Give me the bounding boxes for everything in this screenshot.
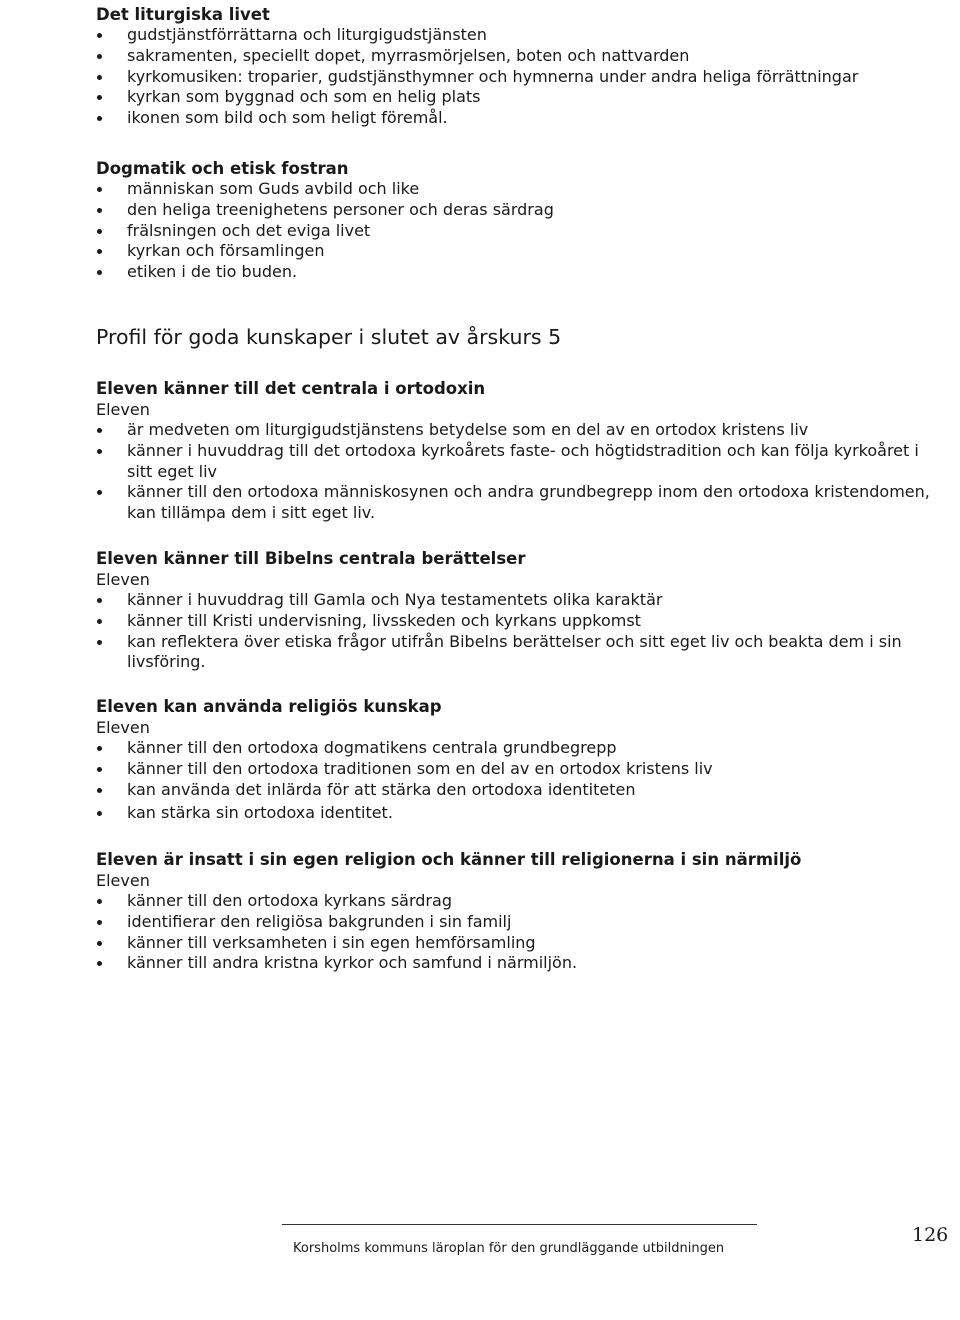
bullet-list [96,590,936,673]
list-item: frälsningen och det eviga livet [96,221,936,242]
section-lead: Eleven [96,871,150,890]
section-heading: Det liturgiska livet [96,5,270,24]
list-item: känner till den ortodoxa människosynen och andra grundbegrepp inom den ortodoxa kristendomen, kan tillämpa dem i sitt eget liv. [96,482,936,524]
list-item: den heliga treenighetens personer och deras särdrag [96,200,936,221]
footer-divider [282,1224,757,1225]
list-item: kyrkan som byggnad och som en helig plats [96,87,936,108]
list-item: kan använda det inlärda för att stärka den ortodoxa identiteten [96,780,936,801]
list-item: känner till andra kristna kyrkor och samfund i närmiljön. [96,953,936,974]
list-item: kyrkan och församlingen [96,241,936,262]
page-number: 126 [912,1224,949,1246]
list-item: känner i huvuddrag till Gamla och Nya testamentets olika karaktär [96,590,936,611]
list-item: kyrkomusiken: troparier, gudstjänsthymner och hymnerna under andra heliga förrättningar [96,67,936,88]
list-item: ikonen som bild och som heligt föremål. [96,108,936,129]
list-item: identifierar den religiösa bakgrunden i sin familj [96,912,936,933]
section-lead: Eleven [96,400,150,419]
section-heading: Dogmatik och etisk fostran [96,159,349,178]
section-lead: Eleven [96,718,150,737]
profile-section-orthodoxy [96,378,936,524]
footer-text: Korsholms kommuns läroplan för den grundläggande utbildningen [293,1241,725,1256]
list-item: känner till verksamheten i sin egen hemförsamling [96,933,936,954]
section-heading: Eleven är insatt i sin egen religion och känner till religionerna i sin närmiljö [96,850,802,869]
section-dogmatics [96,158,936,283]
list-item: känner till den ortodoxa dogmatikens centrala grundbegrepp [96,738,936,759]
bullet-list [96,738,936,824]
list-item: kan stärka sin ortodoxa identitet. [96,803,936,824]
list-item: gudstjänstförrättarna och liturgigudstjänsten [96,25,936,46]
bullet-list [96,891,936,974]
section-lead: Eleven [96,570,150,589]
list-item: känner till Kristi undervisning, livsskeden och kyrkans uppkomst [96,611,936,632]
bullet-list [96,179,936,283]
list-item: människan som Guds avbild och like [96,179,936,200]
section-heading: Eleven kan använda religiös kunskap [96,697,442,716]
list-item: känner till den ortodoxa kyrkans särdrag [96,891,936,912]
list-item: sakramenten, speciellt dopet, myrrasmörjelsen, boten och nattvarden [96,46,936,67]
bullet-list [96,25,936,129]
section-heading: Eleven känner till det centrala i ortodoxin [96,379,486,398]
list-item: känner till den ortodoxa traditionen som en del av en ortodox kristens liv [96,759,936,780]
list-item: kan reflektera över etiska frågor utifrån Bibelns berättelser och sitt eget liv och beakta dem i sin livsföring. [96,632,936,674]
list-item: är medveten om liturgigudstjänstens betydelse som en del av en ortodox kristens liv [96,420,936,441]
profile-section-own-religion [96,849,936,974]
profile-section-bible [96,548,936,673]
section-heading: Eleven känner till Bibelns centrala berättelser [96,549,526,568]
profile-title-block [96,324,936,350]
list-item: känner i huvuddrag till det ortodoxa kyrkoårets faste- och högtidstradition och kan följa kyrkoåret i sitt eget liv [96,441,936,483]
profile-section-religious-knowledge [96,696,936,824]
section-liturgical-life [96,4,936,129]
page-title: Profil för goda kunskaper i slutet av årskurs 5 [96,325,562,349]
list-item: etiken i de tio buden. [96,262,936,283]
bullet-list [96,420,936,524]
